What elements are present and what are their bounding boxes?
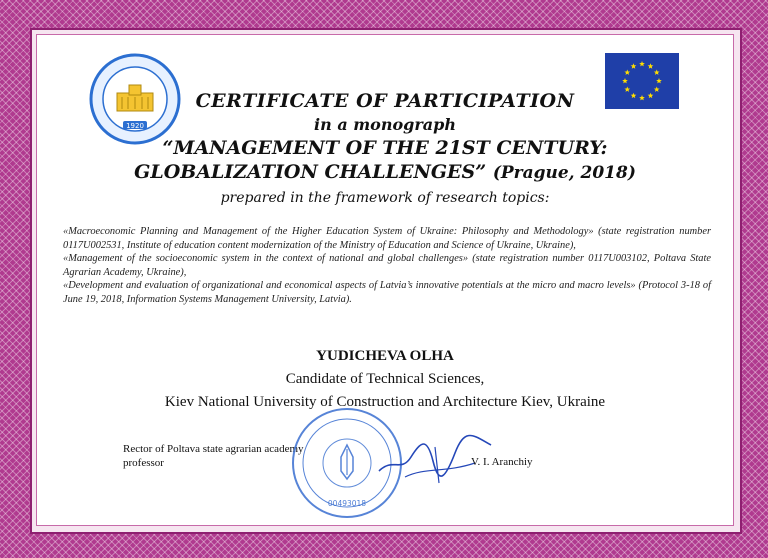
framework-line: prepared in the framework of research topics: [220,190,550,206]
rector-role: Rector of Poltava state agrarian academy [123,443,304,455]
monograph-title [97,136,673,185]
monograph-place-year: (Prague, 2018) [492,163,636,183]
research-topic: «Development and evaluation of organizational and economical aspects of Latvia’s innovative potentials at the micro and macro levels» (Protocol 3-18 of June 19, 2018, Information Systems Management University, Latvia). [63,280,711,305]
research-topic: «Management of the socioeconomic system in the context of national and global challenges» (state registration number 0117U003102, Poltava State Agrarian Academy, Ukraine), [63,253,711,278]
research-topic: «Macroeconomic Planning and Management of the Higher Education System of Ukraine: Philosophy and Methodology» (state registration number 0117U002531, Institute of education content modernization of the Ministry of Education and Science of Ukraine, Ukraine), [63,226,711,251]
svg-text:1920: 1920 [126,122,144,130]
recipient-university: Kiev National University of Construction and Architecture Kiev, Ukraine [164,394,606,410]
rector-title [123,442,304,470]
certificate-page [36,34,734,526]
research-topics [63,225,711,307]
recipient-name: YUDICHEVA OLHA [316,348,454,364]
rector-rank: professor [123,457,164,469]
recipient-degree: Candidate of Technical Sciences, [285,371,485,387]
certificate-title: CERTIFICATE OF PARTICIPATION [195,90,575,112]
signer-name: V. I. Aranchiy [471,456,533,468]
monograph-name: “MANAGEMENT OF THE 21ST CENTURY: GLOBALIZATION CHALLENGES” [134,137,608,183]
svg-text:00493018: 00493018 [327,499,367,508]
certificate-subtitle: in a monograph [314,115,456,134]
